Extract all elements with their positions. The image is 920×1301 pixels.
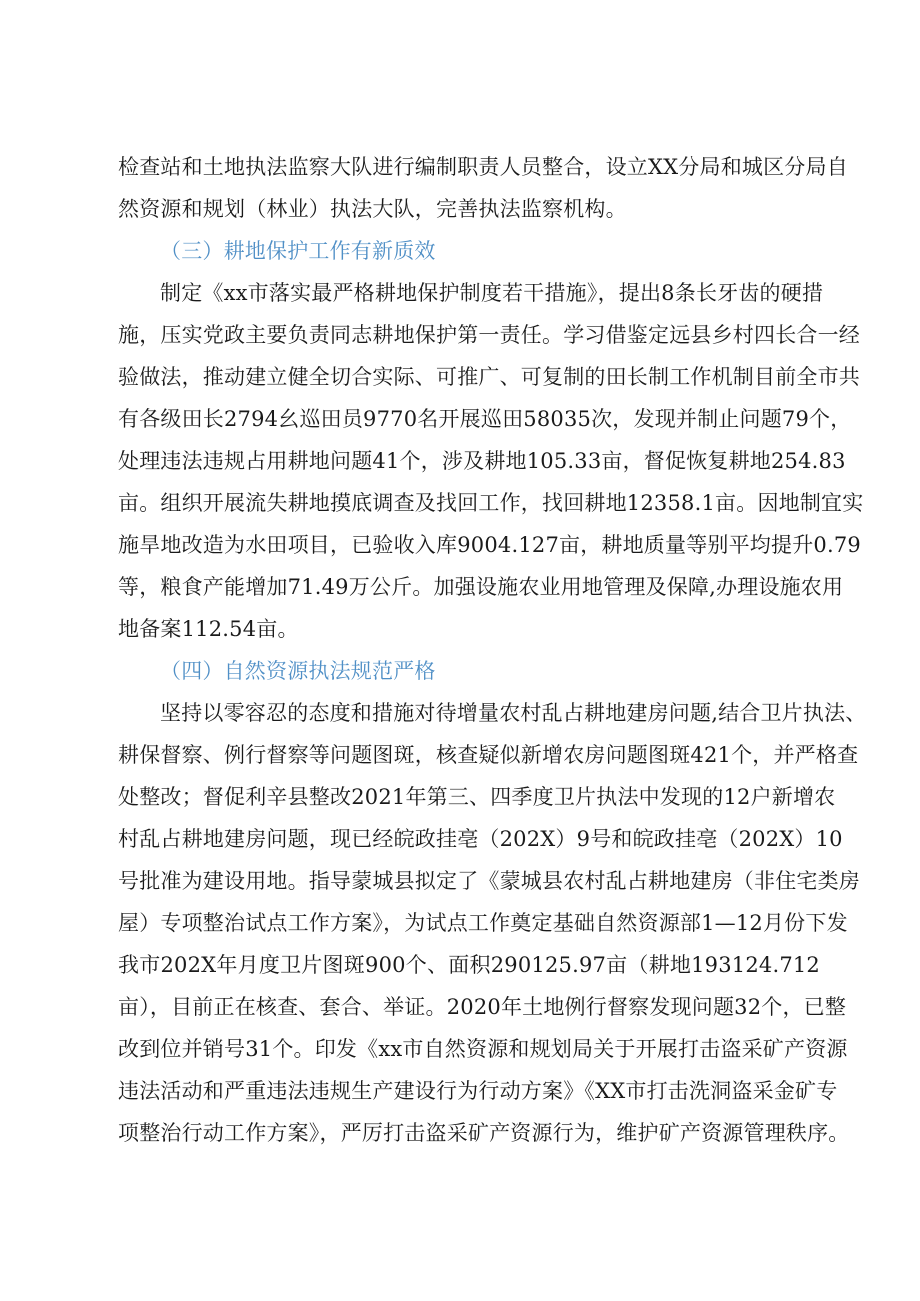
paragraph-line: 违法活动和严重违法违规生产建设行为行动方案》《XX市打击洗洞盗采金矿专: [118, 1079, 838, 1103]
paragraph-line: 我市202X年月度卫片图斑900个、面积290125.97亩（耕地193124.712: [118, 953, 820, 977]
paragraph-line: 等，粮食产能增加71.49万公斤。加强设施农业用地管理及保障,办理设施农用: [118, 575, 844, 599]
paragraph-line: 坚持以零容忍的态度和措施对待增量农村乱占耕地建房问题,结合卫片执法、: [160, 701, 867, 725]
paragraph-line: 处理违法违规占用耕地问题41个，涉及耕地105.33亩，督促恢复耕地254.83: [118, 449, 846, 473]
paragraph-line: 项整治行动工作方案》，严厉打击盗采矿产资源行为，维护矿产资源管理秩序。: [118, 1121, 850, 1145]
paragraph-line: 屋）专项整治试点工作方案》，为试点工作奠定基础自然资源部1—12月份下发: [118, 911, 848, 935]
paragraph-line: 施旱地改造为水田项目，已验收入库9004.127亩，耕地质量等别平均提升0.79: [118, 533, 861, 557]
paragraph-line: 制定《xx市落实最严格耕地保护制度若干措施》，提出8条长牙齿的硬措: [160, 281, 824, 305]
paragraph-line: 改到位并销号31个。印发《xx市自然资源和规划局关于开展打击盗采矿产资源: [118, 1037, 848, 1061]
paragraph-line: 有各级田长2794幺巡田员9770名开展巡田58035次，发现并制止问题79个，: [118, 407, 852, 431]
paragraph-line: 耕保督察、例行督察等问题图斑，核查疑似新增农房问题图斑421个，并严格查: [118, 743, 859, 767]
paragraph-line: 处整改；督促利辛县整改2021年第三、四季度卫片执法中发现的12户新增农: [118, 785, 836, 809]
paragraph-line: 村乱占耕地建房问题，现已经皖政挂亳（202X）9号和皖政挂亳（202X）10: [118, 827, 843, 851]
paragraph-line: 亩。组织开展流失耕地摸底调查及找回工作，找回耕地12358.1亩。因地制宜实: [118, 491, 864, 515]
paragraph-line: 亩），目前正在核查、套合、举证。2020年土地例行督察发现问题32个，已整: [118, 995, 847, 1019]
section-heading-3: （三）耕地保护工作有新质效: [160, 239, 436, 263]
paragraph-line: 检查站和土地执法监察大队进行编制职责人员整合，设立XX分局和城区分局自: [118, 155, 848, 179]
section-heading-4: （四）自然资源执法规范严格: [160, 659, 436, 683]
paragraph-line: 验做法，推动建立健全切合实际、可推广、可复制的田长制工作机制目前全市共: [118, 365, 860, 389]
paragraph-line: 地备案112.54亩。: [118, 617, 299, 641]
paragraph-line: 号批准为建设用地。指导蒙城县拟定了《蒙城县农村乱占耕地建房（非住宅类房: [118, 869, 860, 893]
paragraph-line: 施，压实党政主要负责同志耕地保护第一责任。学习借鉴定远县乡村四长合一经: [118, 323, 860, 347]
paragraph-line: 然资源和规划（林业）执法大队，完善执法监察机构。: [118, 197, 627, 221]
